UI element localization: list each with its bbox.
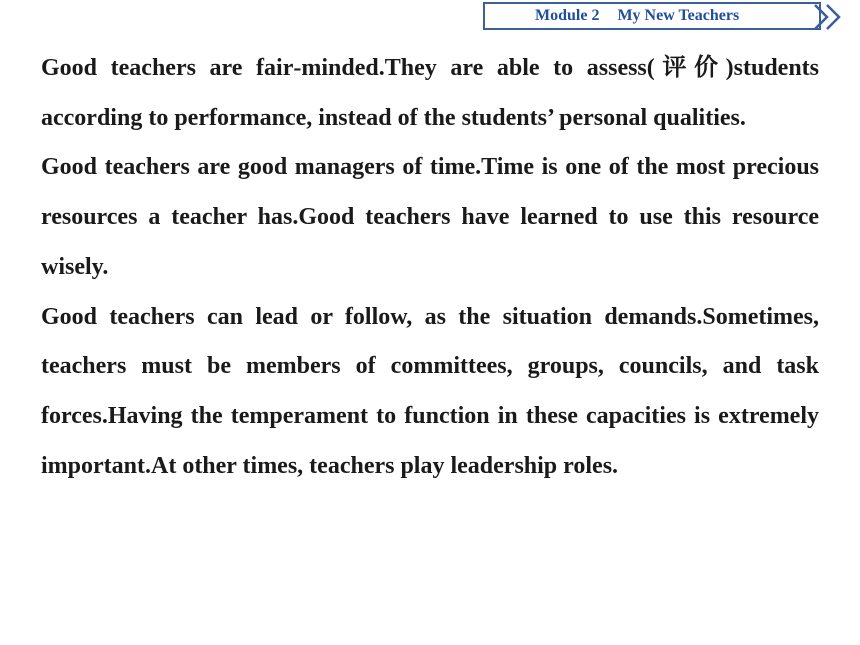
module-title: My New Teachers [617,7,740,24]
paragraph-lead-or-follow: Good teachers can lead or follow, as the situation demands.Sometimes, teachers must be members of committees, groups, councils, and task forces.Having the temperament to function in these capacities is extremely important.At other times, teachers play leadership roles. [41,303,819,479]
module-header-label [535,7,739,25]
text-content [41,44,819,491]
paragraph-time-management: Good teachers are good managers of time.Time is one of the most precious resources a teacher has.Good teachers have learned to use this resource wisely. [41,154,819,280]
double-chevron-right-icon [809,2,857,32]
paragraph-fair-minded: Good teachers are fair‑minded.They are able to assess(评价)students according to performance, instead of the students’ personal qualities. [41,55,819,131]
module-number: Module 2 [535,7,600,24]
module-header [483,2,860,32]
